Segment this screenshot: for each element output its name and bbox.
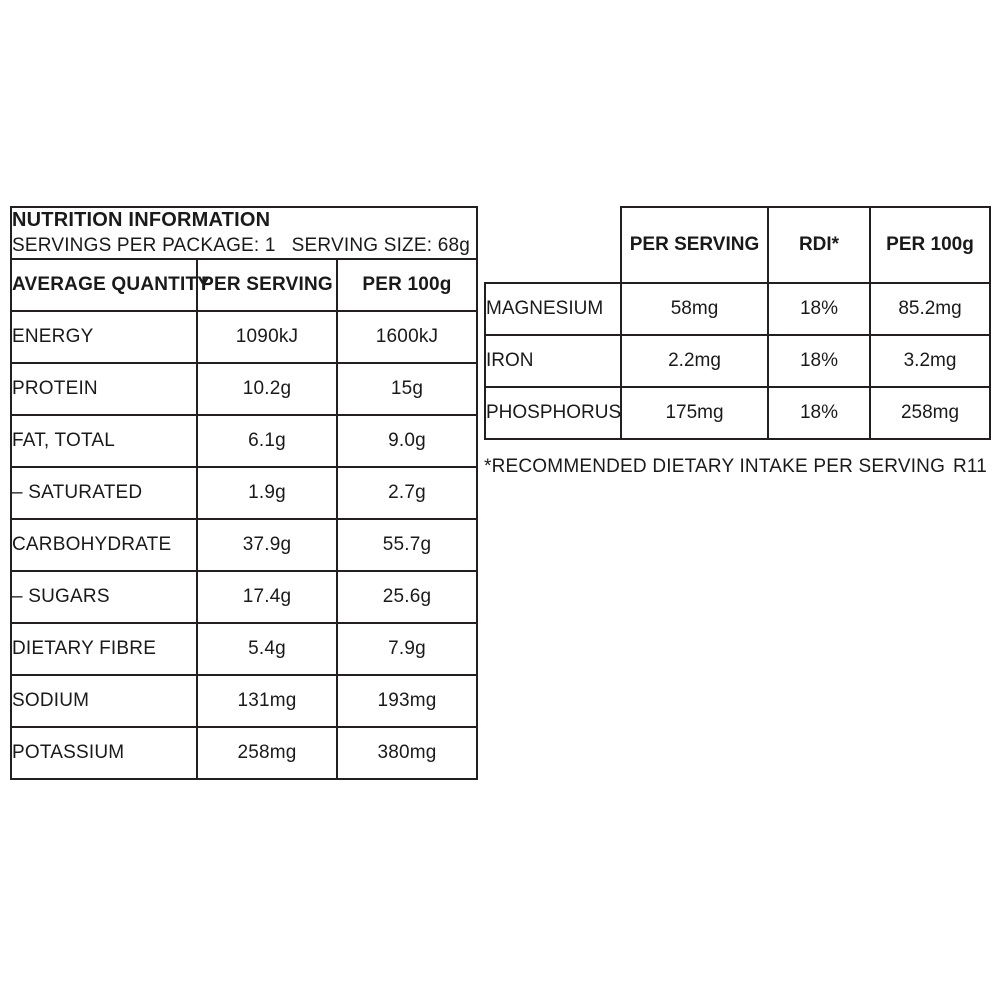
header-per-serving: PER SERVING <box>621 207 768 283</box>
row-label: SODIUM <box>11 675 197 727</box>
row-rdi: 18% <box>768 387 870 439</box>
row-per-100g: 85.2mg <box>870 283 990 335</box>
row-per-serving: 175mg <box>621 387 768 439</box>
row-per-100g: 1600kJ <box>337 311 477 363</box>
row-per-serving: 37.9g <box>197 519 337 571</box>
row-per-100g: 15g <box>337 363 477 415</box>
row-per-100g: 9.0g <box>337 415 477 467</box>
table-row <box>11 415 477 467</box>
row-label: PHOSPHORUS <box>485 387 621 439</box>
row-per-100g: 25.6g <box>337 571 477 623</box>
footnote-row <box>484 456 989 478</box>
row-per-serving: 1.9g <box>197 467 337 519</box>
table-row <box>11 467 477 519</box>
row-label: – SATURATED <box>11 467 197 519</box>
nutrition-table <box>10 206 478 780</box>
minerals-header-row <box>485 207 990 283</box>
rdi-footnote: *RECOMMENDED DIETARY INTAKE PER SERVING <box>484 456 946 477</box>
row-label: CARBOHYDRATE <box>11 519 197 571</box>
minerals-table-panel <box>484 206 989 440</box>
table-row <box>485 387 990 439</box>
header-per-serving: PER SERVING <box>197 259 337 311</box>
row-per-serving: 2.2mg <box>621 335 768 387</box>
nutrition-column-headers <box>11 259 477 311</box>
header-per-100g: PER 100g <box>337 259 477 311</box>
table-row <box>11 519 477 571</box>
table-row <box>11 675 477 727</box>
row-label: ENERGY <box>11 311 197 363</box>
row-per-100g: 193mg <box>337 675 477 727</box>
nutrition-information-table <box>10 206 476 780</box>
row-per-serving: 6.1g <box>197 415 337 467</box>
row-label: PROTEIN <box>11 363 197 415</box>
row-label: – SUGARS <box>11 571 197 623</box>
row-label: DIETARY FIBRE <box>11 623 197 675</box>
header-per-100g: PER 100g <box>870 207 990 283</box>
row-label: IRON <box>485 335 621 387</box>
row-per-100g: 55.7g <box>337 519 477 571</box>
servings-line <box>12 235 476 257</box>
page-title: NUTRITION INFORMATION <box>12 209 271 231</box>
header-rdi: RDI* <box>768 207 870 283</box>
row-per-100g: 7.9g <box>337 623 477 675</box>
servings-per-package: SERVINGS PER PACKAGE: 1 <box>12 235 276 256</box>
row-per-serving: 131mg <box>197 675 337 727</box>
row-per-100g: 380mg <box>337 727 477 779</box>
row-label: FAT, TOTAL <box>11 415 197 467</box>
row-rdi: 18% <box>768 335 870 387</box>
table-row <box>11 571 477 623</box>
table-row <box>485 335 990 387</box>
minerals-table <box>484 206 991 440</box>
nutrition-info-block <box>11 207 477 259</box>
nutrition-header-info-row <box>11 207 477 259</box>
row-per-100g: 258mg <box>870 387 990 439</box>
table-row <box>11 311 477 363</box>
row-per-serving: 58mg <box>621 283 768 335</box>
revision-code: R11 <box>952 456 987 477</box>
row-per-100g: 2.7g <box>337 467 477 519</box>
table-row <box>11 363 477 415</box>
row-per-serving: 5.4g <box>197 623 337 675</box>
row-per-serving: 10.2g <box>197 363 337 415</box>
minerals-header-spacer <box>485 207 621 283</box>
header-average-quantity: AVERAGE QUANTITY <box>11 259 197 311</box>
table-row <box>11 727 477 779</box>
serving-size: SERVING SIZE: 68g <box>291 235 470 256</box>
row-per-100g: 3.2mg <box>870 335 990 387</box>
row-per-serving: 258mg <box>197 727 337 779</box>
row-label: POTASSIUM <box>11 727 197 779</box>
table-row <box>485 283 990 335</box>
row-label: MAGNESIUM <box>485 283 621 335</box>
table-row <box>11 623 477 675</box>
row-rdi: 18% <box>768 283 870 335</box>
row-per-serving: 17.4g <box>197 571 337 623</box>
row-per-serving: 1090kJ <box>197 311 337 363</box>
